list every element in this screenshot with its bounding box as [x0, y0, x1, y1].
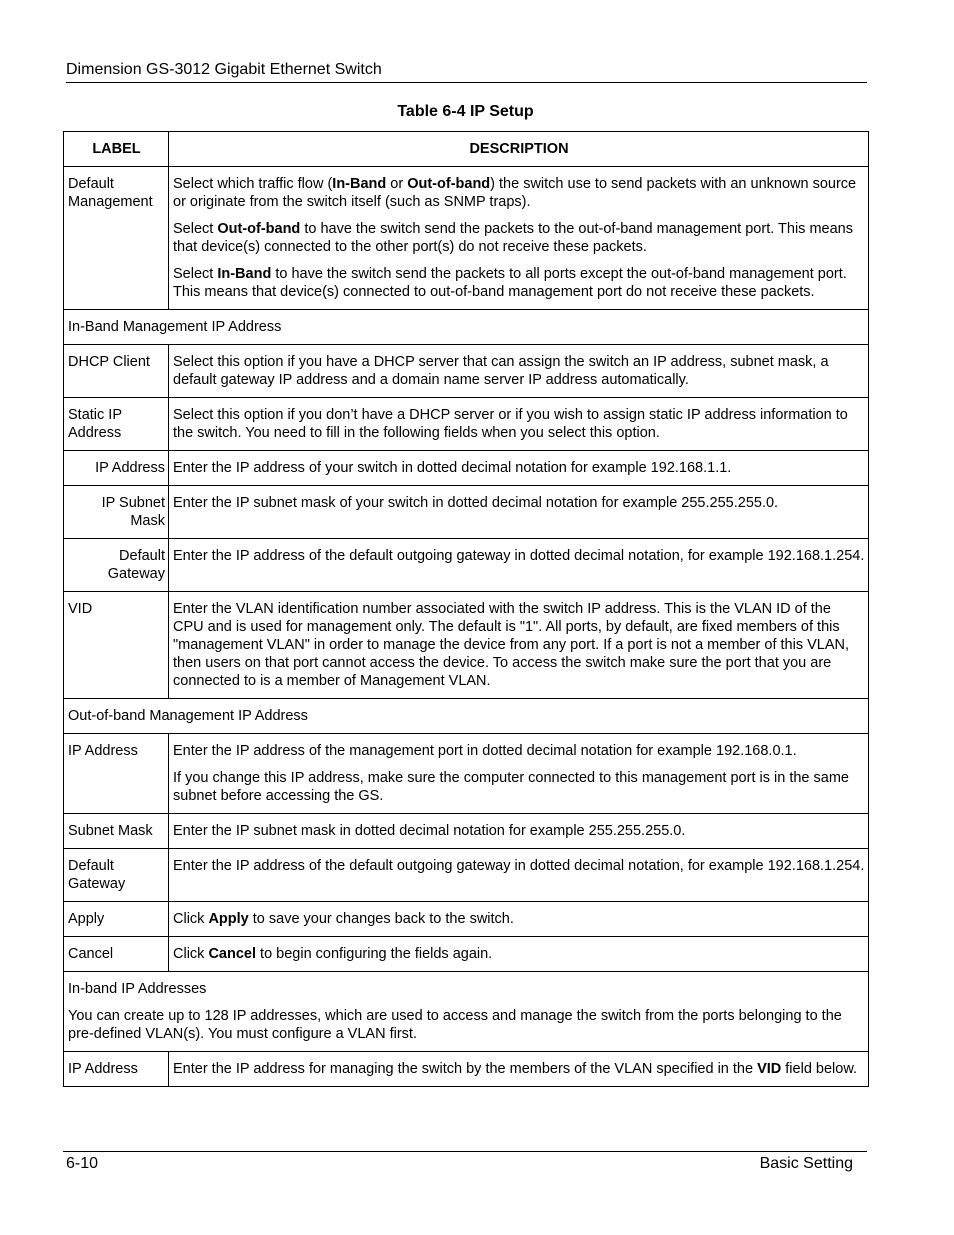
- row-label: Default Gateway: [64, 539, 169, 592]
- table-row: [64, 814, 869, 849]
- running-header: Dimension GS-3012 Gigabit Ethernet Switch: [66, 61, 382, 78]
- column-header-description: DESCRIPTION: [169, 132, 869, 167]
- table-title: Table 6-4 IP Setup: [397, 103, 534, 120]
- row-description: Select this option if you don’t have a DHCP server or if you wish to assign static IP address information to the switch. You need to fill in the following fields when you select this option.: [169, 398, 869, 451]
- row-description: Enter the IP subnet mask in dotted decimal notation for example 255.255.255.0.: [169, 814, 869, 849]
- table-row: [64, 345, 869, 398]
- row-description: Enter the IP address of your switch in dotted decimal notation for example 192.168.1.1.: [169, 451, 869, 486]
- row-description: Click Cancel to begin configuring the fields again.: [169, 937, 869, 972]
- row-description: Enter the IP address of the default outgoing gateway in dotted decimal notation, for example 192.168.1.254.: [169, 849, 869, 902]
- chapter-name: Basic Setting: [759, 1155, 853, 1172]
- table-row: [64, 1052, 869, 1087]
- section-inband-ip-addresses: [64, 972, 869, 1052]
- row-label: Static IP Address: [64, 398, 169, 451]
- section-description: You can create up to 128 IP addresses, which are used to access and manage the switch from the ports belonging to the pre-defined VLAN(s). You must configure a VLAN first.: [68, 1008, 842, 1042]
- row-description: Select which traffic flow (In-Band or Out-of-band) the switch use to send packets with an unknown source or originate from the switch itself (such as SNMP traps). Select Out-of-band to have the switch send the packets to the out-of-band management port. This means that device(s) connected to the other port(s) do not receive these packets. Select In-Band to have the switch send the packets to all ports except the out-of-band management port. This means that device(s) connected to out-of-band management port do not receive these packets.: [169, 167, 869, 310]
- section-heading-out-of-band: Out-of-band Management IP Address: [64, 699, 869, 734]
- page-number: 6-10: [66, 1155, 99, 1172]
- table-row: [64, 451, 869, 486]
- table-row: [64, 734, 869, 814]
- column-header-label: LABEL: [64, 132, 169, 167]
- row-label: Apply: [64, 902, 169, 937]
- row-description: Click Apply to save your changes back to the switch.: [169, 902, 869, 937]
- ip-setup-table: [63, 131, 869, 1087]
- row-description: Enter the IP address for managing the switch by the members of the VLAN specified in the VID field below.: [169, 1052, 869, 1087]
- section-heading-inband: In-Band Management IP Address: [64, 310, 869, 345]
- row-label: Subnet Mask: [64, 814, 169, 849]
- row-label: IP Subnet Mask: [64, 486, 169, 539]
- row-label: DHCP Client: [64, 345, 169, 398]
- section-row: [64, 699, 869, 734]
- row-description: Select this option if you have a DHCP server that can assign the switch an IP address, subnet mask, a default gateway IP address and a domain name server IP address automatically.: [169, 345, 869, 398]
- header-rule: [66, 82, 867, 83]
- row-description: Enter the IP address of the default outgoing gateway in dotted decimal notation, for example 192.168.1.254.: [169, 539, 869, 592]
- table-row: [64, 486, 869, 539]
- row-label: Default Management: [64, 167, 169, 310]
- row-label: Default Gateway: [64, 849, 169, 902]
- row-label: Cancel: [64, 937, 169, 972]
- table-row: [64, 167, 869, 310]
- row-label: IP Address: [64, 1052, 169, 1087]
- section-row: [64, 310, 869, 345]
- section-row: [64, 972, 869, 1052]
- row-description: Enter the VLAN identification number associated with the switch IP address. This is the VLAN ID of the CPU and is used for management only. The default is "1". All ports, by default, are fixed members of this "management VLAN" in order to manage the device from any port. If a port is not a member of this VLAN, then users on that port cannot access the device. To access the switch make sure the port that you are connected to is a member of Management VLAN.: [169, 592, 869, 699]
- footer-rule: [63, 1151, 867, 1152]
- row-description: Enter the IP subnet mask of your switch in dotted decimal notation for example 255.255.255.0.: [169, 486, 869, 539]
- section-heading-inband-ip-addresses: In-band IP Addresses: [68, 981, 207, 997]
- table-row: [64, 849, 869, 902]
- table-header-row: [64, 132, 869, 167]
- row-label: IP Address: [64, 451, 169, 486]
- table-row: [64, 539, 869, 592]
- row-description: Enter the IP address of the management port in dotted decimal notation for example 192.168.0.1. If you change this IP address, make sure the computer connected to this management port is in the same subnet before accessing the GS.: [169, 734, 869, 814]
- row-label: IP Address: [64, 734, 169, 814]
- table-row: [64, 398, 869, 451]
- table-row: [64, 902, 869, 937]
- table-row: [64, 592, 869, 699]
- table-row: [64, 937, 869, 972]
- row-label: VID: [64, 592, 169, 699]
